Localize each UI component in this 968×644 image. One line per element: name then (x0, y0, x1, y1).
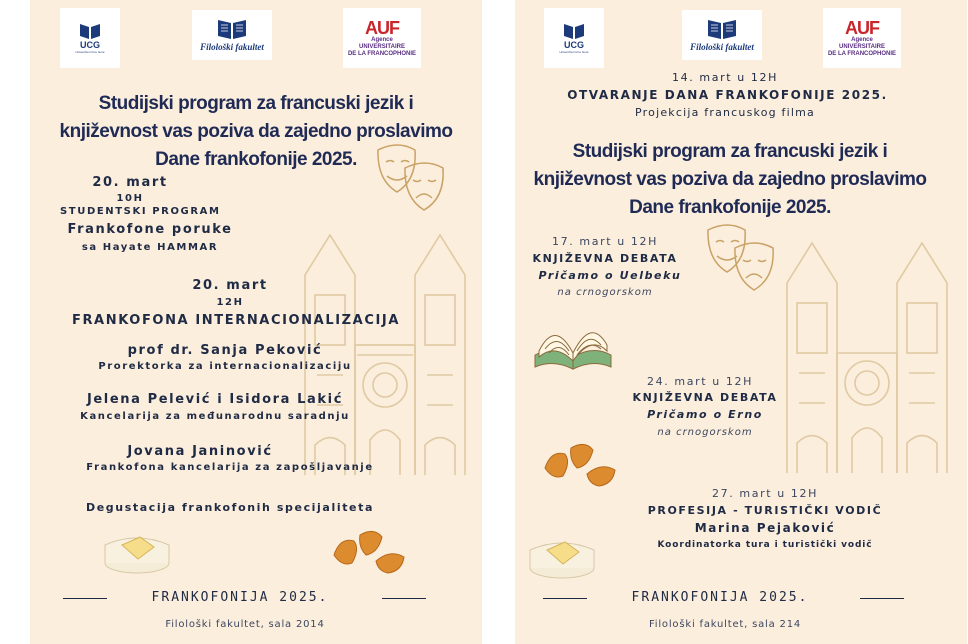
ucg-abbr: UCG (80, 40, 100, 50)
debate2-lang: na crnogorskom (657, 427, 753, 438)
ucg-caption: Univerzitet Crne Gore (559, 50, 589, 54)
opening-date: 14. mart u 12H (672, 71, 778, 84)
event2-date: 20. mart (192, 278, 268, 293)
career-person: Marina Pejaković (694, 521, 836, 535)
invitation-title (30, 90, 482, 174)
event1-time: 10H (116, 193, 144, 204)
event1-date: 20. mart (92, 175, 168, 190)
cheese-icon (527, 530, 597, 580)
title-line: Dane frankofonije 2025. (629, 197, 831, 218)
ucg-abbr: UCG (564, 40, 584, 50)
poster-right (515, 0, 967, 644)
auf-line1: UNIVERSITAIRE (359, 43, 405, 50)
auf-line2: DE LA FRANCOPHONIE (347, 50, 417, 57)
footer-rule-right (382, 598, 426, 599)
debate1-topic: Pričamo o Uelbeku (538, 269, 682, 282)
croissant-icon (330, 527, 410, 575)
theatre-masks-icon (703, 220, 783, 300)
auf-logo (343, 8, 421, 68)
auf-agence: Agence (371, 36, 393, 43)
debate2-date: 24. mart u 12H (647, 375, 753, 388)
cheese-icon (102, 525, 172, 575)
footer-venue: Filološki fakultet, sala 2014 (165, 619, 325, 630)
footer-venue: Filološki fakultet, sala 214 (648, 619, 802, 630)
title-line: književnost vas poziva da zajedno proslavimo (59, 121, 453, 142)
footer-brand: FRANKOFONIJA 2025. (631, 590, 809, 605)
career-role: Koordinatorka tura i turistički vodič (657, 540, 873, 550)
career-name: PROFESIJA - TURISTIČKI VODIČ (647, 504, 883, 517)
debate1-kind: KNJIŽEVNA DEBATA (532, 252, 678, 265)
poster-left (30, 0, 482, 644)
auf-agence: Agence (851, 36, 873, 43)
event1-kind: STUDENTSKI PROGRAM (60, 206, 221, 217)
open-book-icon (531, 315, 615, 373)
speaker-role: Frankofona kancelarija za zapošljavanje (86, 462, 374, 473)
footer-rule-right (860, 598, 904, 599)
title-line: Studijski program za francuski jezik i (98, 93, 414, 114)
speaker-name: Jelena Pelević i Isidora Lakić (86, 392, 344, 407)
title-line: Dane frankofonije 2025. (155, 149, 357, 170)
auf-mark: AUF (365, 17, 399, 38)
opening-sub: Projekcija francuskog filma (635, 106, 815, 119)
auf-logo (823, 8, 901, 68)
footer-brand: FRANKOFONIJA 2025. (151, 590, 329, 605)
book-icon (215, 18, 249, 40)
debate2-topic: Pričamo o Erno (647, 408, 763, 421)
career-date: 27. mart u 12H (712, 487, 818, 500)
speaker-role: Kancelarija za međunarodnu saradnju (80, 411, 350, 422)
speaker-role: Prorektorka za internacionalizaciju (98, 361, 352, 372)
speaker-name: prof dr. Sanja Peković (127, 343, 323, 358)
event1-name: Frankofone poruke (67, 222, 233, 237)
filoloski-logo (682, 10, 762, 60)
cathedral-illustration (777, 223, 957, 473)
book-icon (562, 22, 586, 40)
ucg-caption: Univerzitet Crne Gore (75, 50, 105, 54)
tasting-line: Degustacija frankofonih specijaliteta (86, 501, 374, 514)
book-icon (705, 18, 739, 40)
speaker-name: Jovana Janinović (127, 444, 273, 459)
filoloski-logo (192, 10, 272, 60)
debate1-lang: na crnogorskom (557, 287, 653, 298)
opening-name: OTVARANJE DANA FRANKOFONIJE 2025. (567, 88, 888, 102)
ucg-logo (60, 8, 120, 68)
footer-rule-left (543, 598, 587, 599)
event2-name: FRANKOFONA INTERNACIONALIZACIJA (71, 313, 401, 328)
title-line: Studijski program za francuski jezik i (572, 141, 888, 162)
croissant-icon (541, 440, 621, 488)
event1-guest: sa Hayate HAMMAR (81, 242, 219, 253)
title-line: književnost vas poziva da zajedno proslavimo (533, 169, 927, 190)
debate1-date: 17. mart u 12H (552, 235, 658, 248)
auf-mark: AUF (845, 17, 879, 38)
event2-time: 12H (216, 297, 244, 308)
ucg-logo (544, 8, 604, 68)
book-icon (78, 22, 102, 40)
footer-rule-left (63, 598, 107, 599)
debate2-kind: KNJIŽEVNA DEBATA (632, 391, 778, 404)
auf-line2: DE LA FRANCOPHONIE (827, 50, 897, 57)
filoloski-caption: Filološki fakultet (690, 42, 754, 52)
invitation-title (515, 138, 945, 222)
filoloski-caption: Filološki fakultet (200, 42, 264, 52)
auf-line1: UNIVERSITAIRE (839, 43, 885, 50)
